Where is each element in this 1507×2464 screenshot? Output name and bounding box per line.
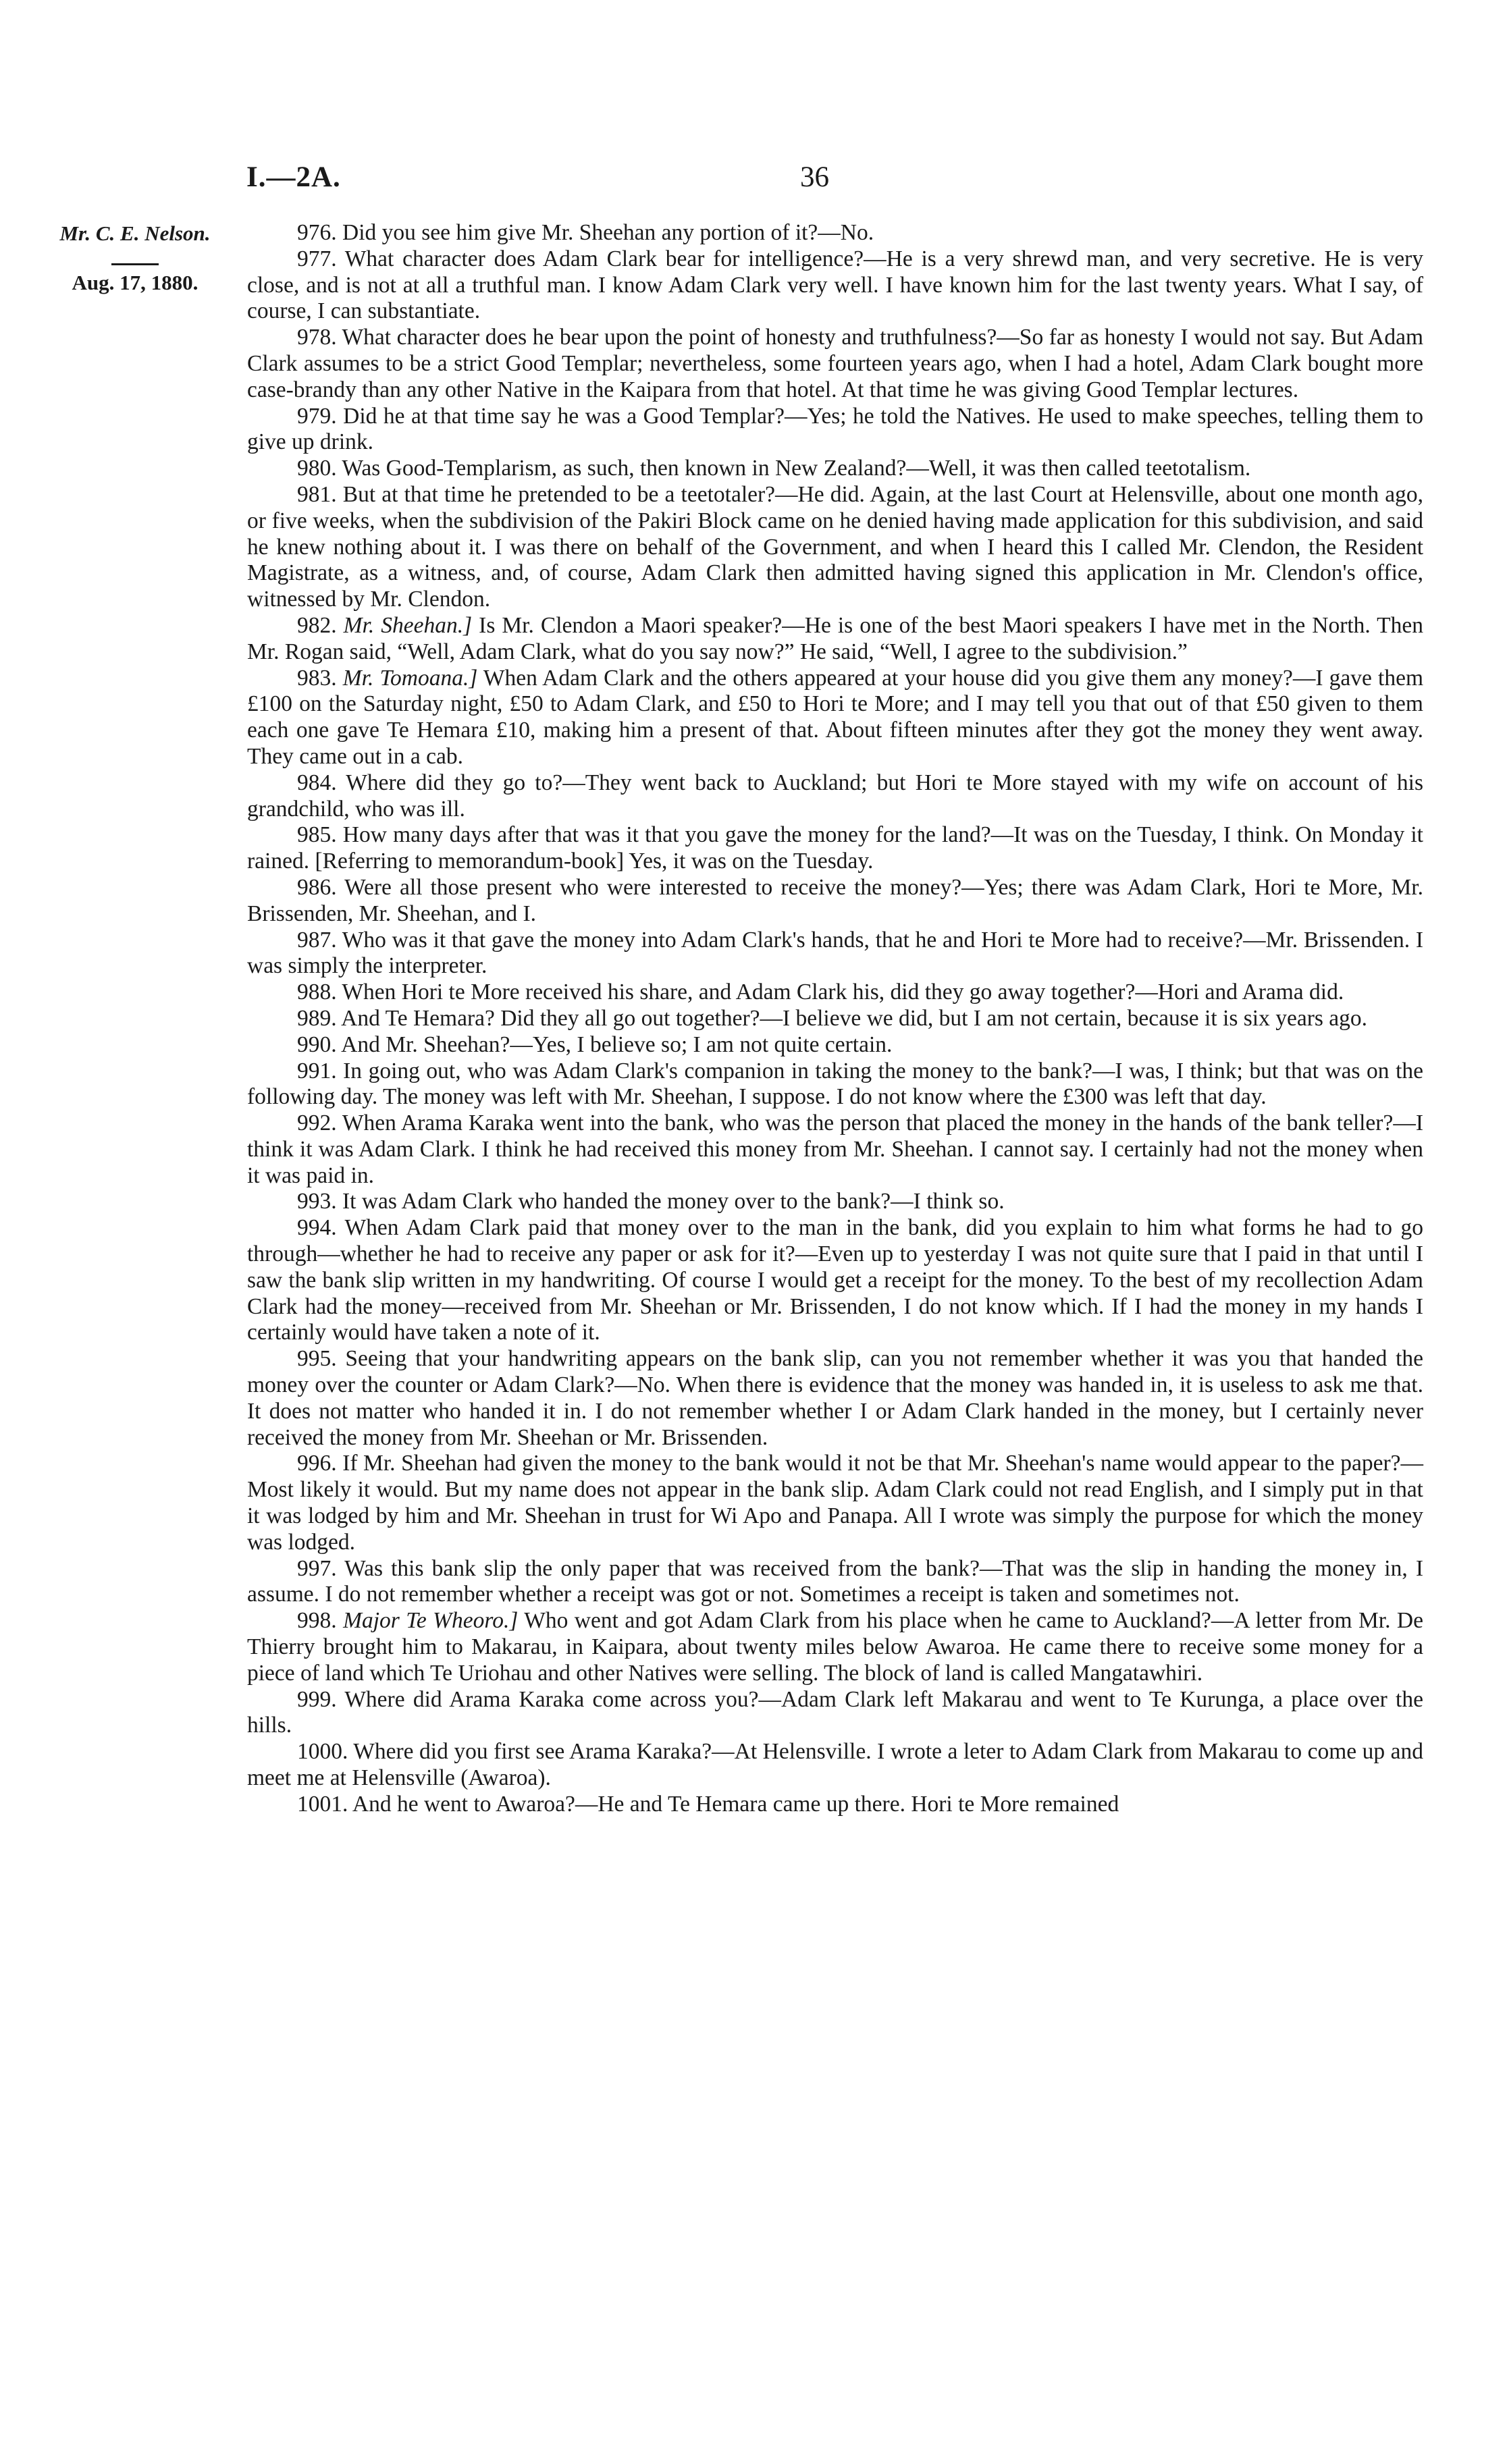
question-text: In going out, who was Adam Clark's companion in taking the money to the bank?—I was, I think; but that was on the following day. The money was left with Mr. Sheehan, I suppose. I do not know where the £300 was left that day. (247, 1058, 1424, 1110)
testimony-body (247, 220, 1423, 1818)
question-paragraph (247, 1687, 1423, 1740)
question-paragraph (247, 246, 1423, 325)
question-paragraph (247, 770, 1423, 823)
question-number: 989. (297, 1005, 337, 1031)
question-number: 986. (297, 874, 337, 900)
question-paragraph (247, 1556, 1423, 1609)
question-text: And Te Hemara? Did they all go out together?—I believe we did, but I am not certain, because it is six years ago. (341, 1005, 1368, 1031)
question-text: When Hori te More received his share, and Adam Clark his, did they go away together?—Hori and Arama did. (342, 980, 1344, 1005)
question-paragraph (247, 1792, 1423, 1818)
question-number: 991. (297, 1058, 337, 1083)
question-text: If Mr. Sheehan had given the money to the bank would it not be that Mr. Sheehan's name would appear to the paper?—Most likely it would. But my name does not appear in the bank slip. Adam Clark could not read English, and I simply put in that it was lodged by him and Mr. Sheehan in trust for Wi Apo and Panapa. All I wrote was simply the purpose for which the money was lodged. (247, 1451, 1423, 1555)
question-number: 987. (297, 927, 337, 953)
question-text: How many days after that was it that you gave the money for the land?—It was on the Tuesday, I think. On Monday it rained. [Referring to memorandum-book] Yes, it was on the Tuesday. (247, 822, 1423, 874)
question-number: 979. (297, 403, 337, 429)
question-text: Where did Arama Karaka come across you?—Adam Clark left Makarau and went to Te Kurunga, a place over the hills. (247, 1686, 1423, 1738)
question-paragraph (247, 1346, 1423, 1451)
question-paragraph (247, 875, 1423, 928)
question-number: 983. (297, 665, 337, 691)
question-text: Was this bank slip the only paper that was received from the bank?—That was the slip in handing the money in, I assume. I do not remember whether a receipt was got or not. Sometimes a receipt is taken and sometimes not. (247, 1555, 1423, 1607)
question-text: It was Adam Clark who handed the money over to the bank?—I think so. (342, 1189, 1005, 1214)
question-paragraph (247, 1110, 1423, 1189)
margin-rule (111, 263, 159, 265)
speaker-label: Mr. Tomoana.] (342, 665, 478, 691)
question-number: 988. (297, 980, 337, 1005)
question-paragraph (247, 1739, 1423, 1792)
question-number: 998. (297, 1608, 337, 1634)
question-text: Were all those present who were interested to receive the money?—Yes; there was Adam Clark, Hori te More, Mr. Brissenden, Mr. Sheehan, and I. (247, 874, 1423, 926)
question-paragraph (247, 404, 1423, 456)
question-text: And Mr. Sheehan?—Yes, I believe so; I am not quite certain. (341, 1032, 893, 1057)
question-paragraph (247, 822, 1423, 875)
question-number: 997. (297, 1555, 337, 1581)
question-paragraph (247, 980, 1423, 1006)
speaker-label: Mr. Sheehan.] (343, 612, 473, 638)
question-number: 993. (297, 1189, 337, 1214)
question-paragraph (247, 928, 1423, 980)
question-text: Did he at that time say he was a Good Templar?—Yes; he told the Natives. He used to make speeches, telling them to give up drink. (247, 403, 1423, 455)
page-reference: I.—2A. (246, 161, 341, 193)
question-paragraph (247, 482, 1423, 613)
question-number: 978. (297, 325, 337, 350)
question-paragraph (247, 666, 1423, 770)
question-number: 1001. (297, 1791, 348, 1817)
question-number: 981. (297, 481, 337, 507)
question-number: 977. (297, 246, 337, 271)
question-number: 996. (297, 1451, 337, 1476)
question-text: When Arama Karaka went into the bank, who was the person that placed the money in the hands of the bank teller?—I think it was Adam Clark. I think he had received this money from Mr. Sheehan. I cannot say. I certainly had not the money when it was paid in. (247, 1110, 1423, 1188)
speaker-label: Major Te Wheoro.] (343, 1608, 519, 1634)
question-text: Did you see him give Mr. Sheehan any portion of it?—No. (342, 220, 874, 245)
question-text: Seeing that your handwriting appears on the bank slip, can you not remember whether it was you that handed the money over the counter or Adam Clark?—No. When there is evidence that the money was handed in, it is useless to ask me that. It does not matter who handed it in. I do not remember whether I or Adam Clark handed in the money, but I certainly never received the money from Mr. Sheehan or Mr. Brissenden. (247, 1346, 1423, 1450)
question-paragraph (247, 1608, 1423, 1686)
question-text: Who went and got Adam Clark from his place when he came to Auckland?—A letter from Mr. De Thierry brought him to Makarau, in Kaipara, about twenty miles below Awaroa. He came there to receive some money for a piece of land which Te Uriohau and other Natives were selling. The block of land is called Mangatawhiri. (247, 1608, 1423, 1686)
question-text: Where did you first see Arama Karaka?—At Helensville. I wrote a leter to Adam Clark from Makarau to come up and meet me at Helensville (Awaroa). (247, 1739, 1423, 1791)
question-number: 982. (297, 612, 337, 638)
question-number: 990. (297, 1032, 337, 1057)
page-header (0, 161, 1507, 201)
question-paragraph (247, 1059, 1423, 1111)
witness-name: Mr. C. E. Nelson. (59, 221, 211, 245)
question-number: 980. (297, 456, 337, 481)
question-number: 995. (297, 1346, 337, 1372)
question-text: What character does Adam Clark bear for intelligence?—He is a very shrewd man, and very secretive. He is very close, and is not at all a truthful man. I know Adam Clark very well. I have known him for the last twenty years. What I say, of course, I can substantiate. (247, 246, 1423, 324)
margin-note (27, 221, 243, 295)
page-number: 36 (800, 161, 829, 193)
question-paragraph (247, 1451, 1423, 1555)
question-paragraph (247, 1006, 1423, 1032)
question-paragraph (247, 1215, 1423, 1346)
hearing-date: Aug. 17, 1880. (72, 271, 199, 294)
question-text: When Adam Clark and the others appeared at your house did you give them any money?—I gave them £100 on the Saturday night, £50 to Adam Clark, and £50 to Hori te More; and I may tell you that out of that £50 given to them each one gave Te Hemara £10, making him a present of that. About fifteen minutes after they got the money they went away. They came out in a cab. (247, 665, 1424, 769)
question-number: 976. (297, 220, 337, 245)
question-text: Where did they go to?—They went back to Auckland; but Hori te More stayed with my wife on account of his grandchild, who was ill. (247, 770, 1423, 822)
question-text: When Adam Clark paid that money over to the man in the bank, did you explain to him what forms he had to go through—whether he had to receive any paper or ask for it?—Even up to yesterday I was not quite sure that I paid in that until I saw the bank slip written in my handwriting. Of course I would get a receipt for the money. To the best of my recollection Adam Clark had the money—received from Mr. Sheehan or Mr. Brissenden, I do not know which. If I had the money in my hands I certainly would have taken a note of it. (247, 1215, 1423, 1345)
question-text: What character does he bear upon the point of honesty and truthfulness?—So far as honesty I would not say. But Adam Clark assumes to be a strict Good Templar; nevertheless, some fourteen years ago, when I had a hotel, Adam Clark bought more case-brandy than any other Native in the Kaipara from that hotel. At that time he was giving Good Templar lectures. (247, 325, 1423, 402)
question-number: 994. (297, 1215, 337, 1241)
question-text: Is Mr. Clendon a Maori speaker?—He is one of the best Maori speakers I have met in the North. Then Mr. Rogan said, “Well, Adam Clark, what do you say now?” He said, “Well, I agree to the subdivision.” (247, 612, 1424, 664)
question-number: 992. (297, 1110, 337, 1136)
question-number: 1000. (297, 1739, 348, 1765)
question-paragraph (247, 220, 1423, 246)
question-paragraph (247, 1032, 1423, 1059)
question-number: 999. (297, 1686, 337, 1712)
question-text: Who was it that gave the money into Adam Clark's hands, that he and Hori te More had to receive?—Mr. Brissenden. I was simply the interpreter. (247, 927, 1423, 979)
question-paragraph (247, 325, 1423, 403)
question-number: 984. (297, 770, 337, 795)
question-paragraph (247, 456, 1423, 482)
question-text: But at that time he pretended to be a teetotaler?—He did. Again, at the last Court at Helensville, about one month ago, or five weeks, when the subdivision of the Pakiri Block came on he denied having made application for this subdivision, and said he knew nothing about it. I was there on behalf of the Government, and when I heard this I called Mr. Clendon, the Resident Magistrate, as a witness, and, of course, Adam Clark then admitted having signed this application in Mr. Clendon's office, witnessed by Mr. Clendon. (247, 481, 1423, 612)
question-paragraph (247, 613, 1423, 666)
question-text: Was Good-Templarism, as such, then known in New Zealand?—Well, it was then called teetotalism. (342, 456, 1251, 481)
question-paragraph (247, 1189, 1423, 1215)
question-text: And he went to Awaroa?—He and Te Hemara came up there. Hori te More remained (352, 1791, 1119, 1817)
question-number: 985. (297, 822, 337, 848)
